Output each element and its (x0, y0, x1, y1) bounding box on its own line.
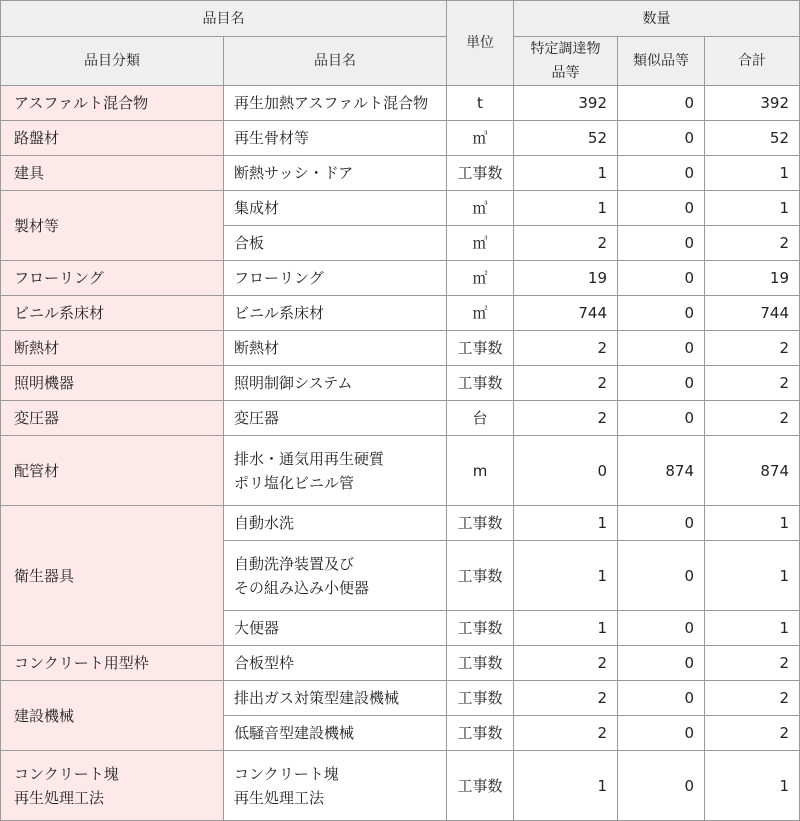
unit-cell: 工事数 (447, 506, 514, 541)
category-cell: 衛生器具 (1, 506, 224, 646)
designated-header: 特定調達物品等 (514, 37, 618, 86)
total-cell: 52 (705, 121, 800, 156)
similar-cell: 0 (618, 716, 705, 751)
unit-cell: ㎥ (447, 226, 514, 261)
total-cell: 1 (705, 156, 800, 191)
category-cell: 建具 (1, 156, 224, 191)
total-cell: 744 (705, 296, 800, 331)
category-cell: 配管材 (1, 436, 224, 506)
similar-cell: 0 (618, 191, 705, 226)
unit-cell: 工事数 (447, 541, 514, 611)
designated-cell: 1 (514, 191, 618, 226)
total-cell: 2 (705, 401, 800, 436)
designated-cell: 2 (514, 366, 618, 401)
similar-cell: 0 (618, 156, 705, 191)
unit-cell: 工事数 (447, 366, 514, 401)
total-cell: 1 (705, 191, 800, 226)
unit-cell: 工事数 (447, 156, 514, 191)
item-name-cell: 再生加熱アスファルト混合物 (224, 86, 447, 121)
category-cell: アスファルト混合物 (1, 86, 224, 121)
table-row (1, 646, 800, 681)
designated-cell: 744 (514, 296, 618, 331)
category-cell: 路盤材 (1, 121, 224, 156)
designated-cell: 392 (514, 86, 618, 121)
total-header: 合計 (705, 37, 800, 86)
category-cell: 照明機器 (1, 366, 224, 401)
item-name-header: 品目名 (224, 37, 447, 86)
unit-cell: m (447, 436, 514, 506)
unit-cell: ㎥ (447, 121, 514, 156)
unit-cell: 工事数 (447, 716, 514, 751)
similar-cell: 0 (618, 86, 705, 121)
table-row (1, 436, 800, 506)
designated-cell: 1 (514, 751, 618, 821)
table-row (1, 751, 800, 821)
total-cell: 19 (705, 261, 800, 296)
similar-cell: 0 (618, 611, 705, 646)
similar-cell: 0 (618, 121, 705, 156)
similar-cell: 0 (618, 226, 705, 261)
item-name-cell: フローリング (224, 261, 447, 296)
total-cell: 2 (705, 646, 800, 681)
similar-cell: 0 (618, 506, 705, 541)
similar-cell: 0 (618, 646, 705, 681)
total-cell: 1 (705, 541, 800, 611)
designated-cell: 2 (514, 681, 618, 716)
item-name-cell: 自動水洗 (224, 506, 447, 541)
unit-cell: 工事数 (447, 751, 514, 821)
unit-header: 単位 (447, 1, 514, 86)
designated-cell: 1 (514, 541, 618, 611)
total-cell: 2 (705, 681, 800, 716)
item-name-cell: 断熱材 (224, 331, 447, 366)
item-name-cell: 照明制御システム (224, 366, 447, 401)
category-cell: 断熱材 (1, 331, 224, 366)
total-cell: 874 (705, 436, 800, 506)
item-name-cell: 自動洗浄装置及び その組み込み小便器 (224, 541, 447, 611)
table-row (1, 121, 800, 156)
table-row (1, 156, 800, 191)
similar-cell: 0 (618, 681, 705, 716)
designated-cell: 1 (514, 506, 618, 541)
item-name-cell: 再生骨材等 (224, 121, 447, 156)
unit-cell: ㎡ (447, 261, 514, 296)
similar-cell: 0 (618, 751, 705, 821)
category-cell: コンクリート塊 再生処理工法 (1, 751, 224, 821)
similar-cell: 0 (618, 401, 705, 436)
unit-cell: 工事数 (447, 646, 514, 681)
item-name-cell: 排水・通気用再生硬質 ポリ塩化ビニル管 (224, 436, 447, 506)
category-cell: ビニル系床材 (1, 296, 224, 331)
unit-cell: 台 (447, 401, 514, 436)
designated-cell: 2 (514, 716, 618, 751)
table-row (1, 506, 800, 541)
similar-cell: 0 (618, 261, 705, 296)
total-cell: 2 (705, 331, 800, 366)
total-cell: 2 (705, 366, 800, 401)
unit-cell: 工事数 (447, 611, 514, 646)
item-name-cell: 集成材 (224, 191, 447, 226)
similar-cell: 874 (618, 436, 705, 506)
category-cell: 建設機械 (1, 681, 224, 751)
total-cell: 2 (705, 716, 800, 751)
total-cell: 392 (705, 86, 800, 121)
category-cell: フローリング (1, 261, 224, 296)
designated-cell: 2 (514, 401, 618, 436)
header-row-1 (1, 1, 800, 37)
table-row (1, 86, 800, 121)
item-name-cell: 排出ガス対策型建設機械 (224, 681, 447, 716)
unit-cell: 工事数 (447, 681, 514, 716)
item-name-cell: 変圧器 (224, 401, 447, 436)
item-name-cell: 断熱サッシ・ドア (224, 156, 447, 191)
item-name-cell: 合板型枠 (224, 646, 447, 681)
category-cell: コンクリート用型枠 (1, 646, 224, 681)
table-row (1, 401, 800, 436)
designated-cell: 0 (514, 436, 618, 506)
table-row (1, 296, 800, 331)
designated-cell: 19 (514, 261, 618, 296)
table-row (1, 366, 800, 401)
item-name-cell: 大便器 (224, 611, 447, 646)
total-cell: 1 (705, 506, 800, 541)
designated-cell: 2 (514, 331, 618, 366)
item-name-cell: 合板 (224, 226, 447, 261)
category-cell: 変圧器 (1, 401, 224, 436)
designated-cell: 1 (514, 156, 618, 191)
unit-cell: ㎥ (447, 191, 514, 226)
total-cell: 1 (705, 611, 800, 646)
item-name-cell: 低騒音型建設機械 (224, 716, 447, 751)
item-name-cell: ビニル系床材 (224, 296, 447, 331)
category-header: 品目分類 (1, 37, 224, 86)
similar-cell: 0 (618, 296, 705, 331)
table-row (1, 191, 800, 226)
unit-cell: ㎡ (447, 296, 514, 331)
table-row (1, 331, 800, 366)
total-cell: 1 (705, 751, 800, 821)
designated-cell: 1 (514, 611, 618, 646)
item-name-cell: コンクリート塊 再生処理工法 (224, 751, 447, 821)
item-name-group-header: 品目名 (1, 1, 447, 37)
table-row (1, 261, 800, 296)
similar-cell: 0 (618, 366, 705, 401)
quantity-group-header: 数量 (514, 1, 800, 37)
total-cell: 2 (705, 226, 800, 261)
designated-cell: 52 (514, 121, 618, 156)
category-cell: 製材等 (1, 191, 224, 261)
table-row (1, 681, 800, 716)
designated-cell: 2 (514, 226, 618, 261)
header-row-2 (1, 37, 800, 86)
similar-cell: 0 (618, 541, 705, 611)
unit-cell: 工事数 (447, 331, 514, 366)
designated-cell: 2 (514, 646, 618, 681)
unit-cell: t (447, 86, 514, 121)
similar-header: 類似品等 (618, 37, 705, 86)
similar-cell: 0 (618, 331, 705, 366)
